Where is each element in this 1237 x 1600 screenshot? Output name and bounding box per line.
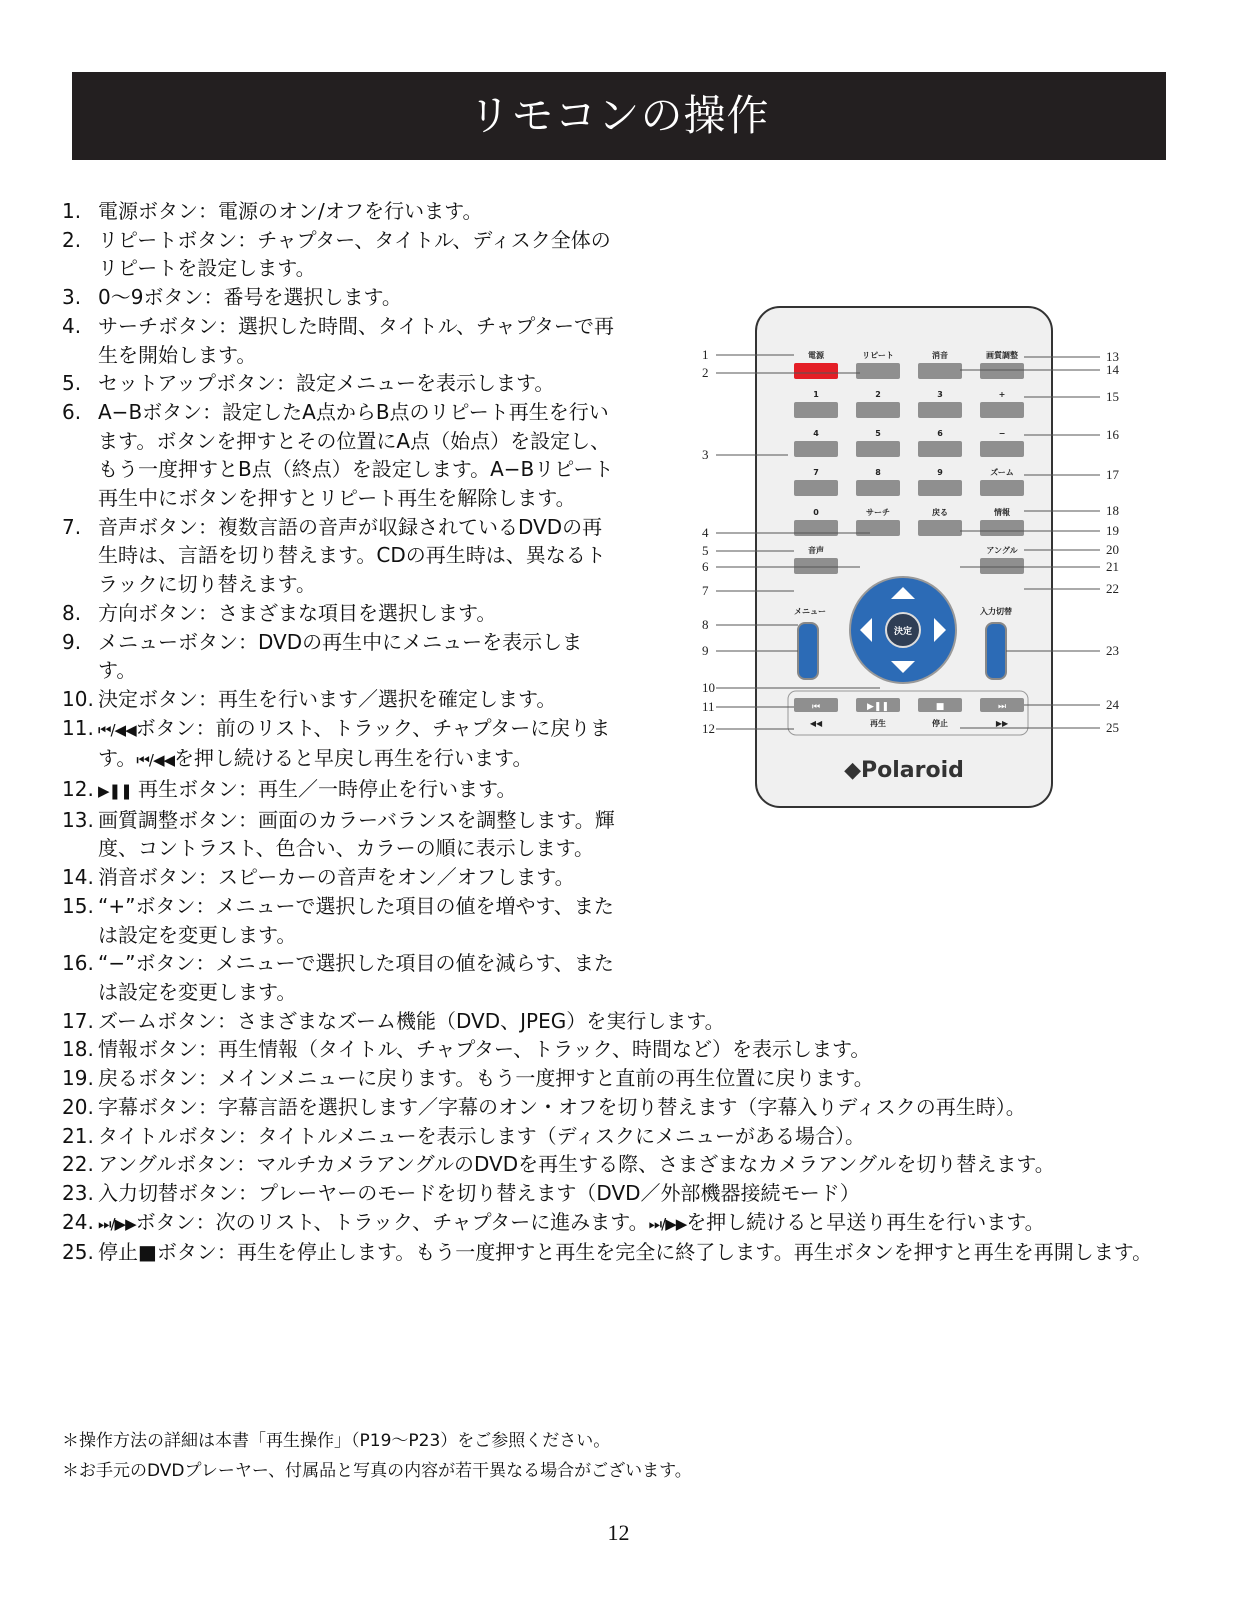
item-number: 20. bbox=[62, 1094, 94, 1119]
item-text-part: を押し続けると早送り再生を行います。 bbox=[686, 1209, 1045, 1234]
callout-number: 2 bbox=[702, 365, 709, 380]
item-number: 9. bbox=[62, 629, 82, 654]
callout-number: 7 bbox=[702, 583, 709, 598]
remote-button bbox=[918, 402, 962, 418]
callout-number: 17 bbox=[1106, 467, 1119, 482]
callout-number: 25 bbox=[1106, 720, 1119, 735]
callout-number: 14 bbox=[1106, 362, 1119, 377]
item-text: 停止■ボタン：再生を停止します。もう一度押すと再生を完全に終了します。再生ボタンを押すと再生を再開します。 bbox=[98, 1240, 1153, 1265]
remote-button bbox=[918, 441, 962, 457]
remote-button bbox=[794, 520, 838, 536]
remote-label: 5 bbox=[875, 429, 881, 438]
item-text: 消音ボタン：スピーカーの音声をオン／オフします。 bbox=[98, 865, 575, 890]
list-item bbox=[62, 1122, 1172, 1151]
list-item bbox=[62, 1064, 1172, 1093]
item-text-part: を押し続けると早戻し再生を行います。 bbox=[174, 746, 533, 771]
item-text: A−Bボタン：設定したA点からB点のリピート再生を行います。ボタンを押すとその位置にA点（始点）を設定し、もう一度押すとB点（終点）を設定します。A−Bリピート再生中にボタンを押すとリピート再生を解除します。 bbox=[98, 399, 614, 511]
list-item bbox=[62, 197, 1172, 226]
play-pause-icon: ▶❚❚ bbox=[98, 782, 132, 801]
page-title: リモコンの操作 bbox=[72, 72, 1166, 160]
item-text: 字幕ボタン：字幕言語を選択します／字幕のオン・オフを切り替えます（字幕入りディスクの再生時）。 bbox=[98, 1094, 1026, 1119]
item-number: 5. bbox=[62, 371, 82, 396]
remote-label: 音声 bbox=[808, 546, 824, 555]
item-text: リピートボタン：チャプター、タイトル、ディスク全体のリピートを設定します。 bbox=[98, 227, 611, 281]
remote-label: − bbox=[998, 429, 1006, 438]
menu-button bbox=[798, 623, 818, 679]
remote-button bbox=[794, 402, 838, 418]
remote-button bbox=[794, 363, 838, 379]
remote-label: 再生 bbox=[870, 719, 886, 728]
item-text: アングルボタン：マルチカメラアングルのDVDを再生する際、さまざまなカメラアングルを切り替えます。 bbox=[98, 1152, 1055, 1177]
remote-label: 9 bbox=[937, 468, 943, 477]
callout-number: 18 bbox=[1106, 503, 1119, 518]
remote-label: アングル bbox=[986, 546, 1018, 555]
callout-number: 6 bbox=[702, 559, 709, 574]
item-text: メニューボタン：DVDの再生中にメニューを表示します。 bbox=[98, 629, 583, 683]
remote-label: 情報 bbox=[994, 508, 1010, 517]
skip-forward-icon: ⏭/▶▶ bbox=[98, 1214, 136, 1233]
item-text-part: 再生ボタン：再生／一時停止を行います。 bbox=[131, 777, 517, 802]
callout-number: 16 bbox=[1106, 427, 1119, 442]
item-number: 7. bbox=[62, 514, 82, 539]
item-number: 4. bbox=[62, 313, 82, 338]
list-item bbox=[62, 1238, 1172, 1267]
item-number: 6. bbox=[62, 399, 82, 424]
remote-label: 7 bbox=[813, 468, 819, 477]
item-number: 2. bbox=[62, 227, 82, 252]
remote-button bbox=[856, 480, 900, 496]
remote-label: 8 bbox=[875, 468, 881, 477]
item-number: 12. bbox=[62, 777, 94, 802]
remote-button bbox=[980, 363, 1024, 379]
callout-number: 22 bbox=[1106, 581, 1119, 596]
notes bbox=[62, 1426, 692, 1486]
remote-button bbox=[980, 520, 1024, 536]
remote-button bbox=[918, 480, 962, 496]
remote-body bbox=[756, 307, 1052, 807]
callout-number: 5 bbox=[702, 543, 709, 558]
remote-label: 戻る bbox=[932, 508, 948, 517]
item-number: 23. bbox=[62, 1180, 94, 1205]
list-item bbox=[62, 949, 1172, 1006]
callout-number: 8 bbox=[702, 617, 709, 632]
remote-button bbox=[794, 441, 838, 457]
remote-label: メニュー bbox=[794, 607, 826, 616]
remote-control-diagram bbox=[690, 305, 1150, 825]
remote-button bbox=[918, 520, 962, 536]
item-number: 10. bbox=[62, 686, 94, 711]
item-text: セットアップボタン：設定メニューを表示します。 bbox=[98, 371, 555, 396]
remote-button bbox=[856, 520, 900, 536]
item-number: 25. bbox=[62, 1240, 94, 1265]
item-number: 17. bbox=[62, 1008, 94, 1033]
remote-button bbox=[856, 441, 900, 457]
list-item bbox=[62, 1093, 1172, 1122]
remote-button bbox=[856, 402, 900, 418]
remote-button bbox=[980, 402, 1024, 418]
item-text bbox=[98, 1208, 1172, 1239]
callout-number: 13 bbox=[1106, 349, 1119, 364]
remote-button bbox=[980, 441, 1024, 457]
skip-back-icon: ⏮/◀◀ bbox=[136, 751, 175, 770]
item-text: タイトルボタン：タイトルメニューを表示します（ディスクにメニューがある場合）。 bbox=[98, 1123, 865, 1148]
remote-label: 2 bbox=[875, 390, 881, 399]
item-text: 0〜9ボタン：番号を選択します。 bbox=[98, 285, 402, 310]
item-number: 1. bbox=[62, 199, 82, 223]
callout-number: 4 bbox=[702, 525, 709, 540]
remote-button bbox=[794, 558, 838, 574]
skip-back-icon: ⏮/◀◀ bbox=[98, 720, 136, 739]
callout-number: 21 bbox=[1106, 559, 1119, 574]
remote-label: ▶▶ bbox=[995, 719, 1009, 728]
transport-icon: ⏮ bbox=[811, 702, 821, 712]
item-text: ズームボタン：さまざまなズーム機能（DVD、JPEG）を実行します。 bbox=[98, 1008, 725, 1033]
item-number: 13. bbox=[62, 807, 94, 832]
item-text bbox=[98, 714, 618, 775]
transport-icon: ■ bbox=[935, 702, 945, 712]
item-number: 16. bbox=[62, 951, 94, 976]
callout-number: 10 bbox=[702, 680, 715, 695]
remote-label: 1 bbox=[813, 390, 819, 399]
callout-number: 1 bbox=[702, 347, 709, 362]
remote-button bbox=[980, 480, 1024, 496]
item-text: 入力切替ボタン：プレーヤーのモードを切り替えます（DVD／外部機器接続モード） bbox=[98, 1180, 860, 1205]
item-text: 電源ボタン：電源のオン/オフを行います。 bbox=[98, 199, 483, 223]
skip-forward-icon: ⏭/▶▶ bbox=[648, 1214, 687, 1233]
item-text-part: ボタン：次のリスト、トラック、チャプターに進みます。 bbox=[135, 1209, 649, 1234]
input-switch-button bbox=[986, 623, 1006, 679]
item-text: 方向ボタン：さまざまな項目を選択します。 bbox=[98, 600, 497, 625]
remote-label: 消音 bbox=[932, 351, 948, 360]
remote-label: 電源 bbox=[808, 351, 824, 360]
item-text: 音声ボタン：複数言語の音声が収録されているDVDの再生時は、言語を切り替えます。CDの再生時は、異なるトラックに切り替えます。 bbox=[98, 514, 606, 597]
list-item bbox=[62, 226, 1172, 283]
callout-number: 20 bbox=[1106, 542, 1119, 557]
item-number: 3. bbox=[62, 285, 82, 310]
list-item bbox=[62, 1150, 1172, 1179]
remote-button bbox=[856, 363, 900, 379]
remote-label: ◀◀ bbox=[809, 719, 823, 728]
transport-icon: ▶❚❚ bbox=[866, 702, 890, 712]
item-text: “+”ボタン：メニューで選択した項目の値を増やす、または設定を変更します。 bbox=[98, 893, 614, 947]
item-text bbox=[98, 775, 618, 806]
remote-label: リピート bbox=[862, 351, 894, 360]
callout-number: 3 bbox=[702, 447, 709, 462]
callout-number: 24 bbox=[1106, 697, 1119, 712]
item-number: 22. bbox=[62, 1152, 94, 1177]
callout-number: 15 bbox=[1106, 389, 1119, 404]
remote-label: + bbox=[998, 390, 1006, 399]
item-number: 14. bbox=[62, 865, 94, 890]
note: ＊操作方法の詳細は本書「再生操作」（P19〜P23）をご参照ください。 bbox=[62, 1431, 611, 1451]
list-item bbox=[62, 892, 1172, 949]
item-text: 画質調整ボタン：画面のカラーバランスを調整します。輝度、コントラスト、色合い、カラーの順に表示します。 bbox=[98, 807, 615, 861]
remote-button bbox=[980, 558, 1024, 574]
item-text: “−”ボタン：メニューで選択した項目の値を減らす、または設定を変更します。 bbox=[98, 951, 614, 1004]
item-number: 15. bbox=[62, 893, 94, 918]
remote-label: 0 bbox=[813, 508, 819, 517]
item-number: 19. bbox=[62, 1066, 94, 1091]
list-item bbox=[62, 863, 1172, 892]
callout-number: 11 bbox=[702, 699, 715, 714]
item-text: 情報ボタン：再生情報（タイトル、チャプター、トラック、時間など）を表示します。 bbox=[98, 1037, 871, 1062]
list-item bbox=[62, 1007, 1172, 1036]
remote-button bbox=[794, 480, 838, 496]
callout-number: 9 bbox=[702, 643, 709, 658]
remote-label: 決定 bbox=[893, 627, 913, 637]
list-item bbox=[62, 1035, 1172, 1064]
remote-label: ズーム bbox=[990, 468, 1014, 477]
remote-label: サーチ bbox=[866, 508, 890, 517]
item-text: 決定ボタン：再生を行います／選択を確定します。 bbox=[98, 686, 557, 711]
remote-button bbox=[918, 363, 962, 379]
item-number: 18. bbox=[62, 1037, 94, 1062]
item-text-part: ボタン：前のリスト、トラック、チャプターに戻ります。 bbox=[98, 715, 611, 771]
brand-logo: ◆Polaroid bbox=[844, 758, 964, 783]
item-number: 21. bbox=[62, 1123, 94, 1148]
remote-label: 停止 bbox=[932, 719, 948, 728]
remote-label: 6 bbox=[937, 429, 943, 438]
remote-label: 4 bbox=[813, 429, 819, 438]
list-item bbox=[62, 1179, 1172, 1208]
remote-label: 画質調整 bbox=[986, 351, 1018, 360]
callout-number: 19 bbox=[1106, 523, 1119, 538]
item-text: 戻るボタン：メインメニューに戻ります。もう一度押すと直前の再生位置に戻ります。 bbox=[98, 1066, 874, 1091]
item-text: サーチボタン：選択した時間、タイトル、チャプターで再生を開始します。 bbox=[98, 313, 614, 367]
note: ＊お手元のDVDプレーヤー、付属品と写真の内容が若干異なる場合がございます。 bbox=[62, 1461, 692, 1481]
remote-label: 入力切替 bbox=[980, 607, 1012, 616]
callout-number: 23 bbox=[1106, 643, 1119, 658]
item-number: 8. bbox=[62, 600, 82, 625]
list-item bbox=[62, 1208, 1172, 1239]
transport-icon: ⏭ bbox=[997, 702, 1007, 712]
callout-number: 12 bbox=[702, 721, 715, 736]
remote-label: 3 bbox=[937, 390, 943, 399]
item-number: 24. bbox=[62, 1209, 94, 1234]
item-number: 11. bbox=[62, 715, 94, 740]
page-number: 12 bbox=[607, 1520, 630, 1545]
